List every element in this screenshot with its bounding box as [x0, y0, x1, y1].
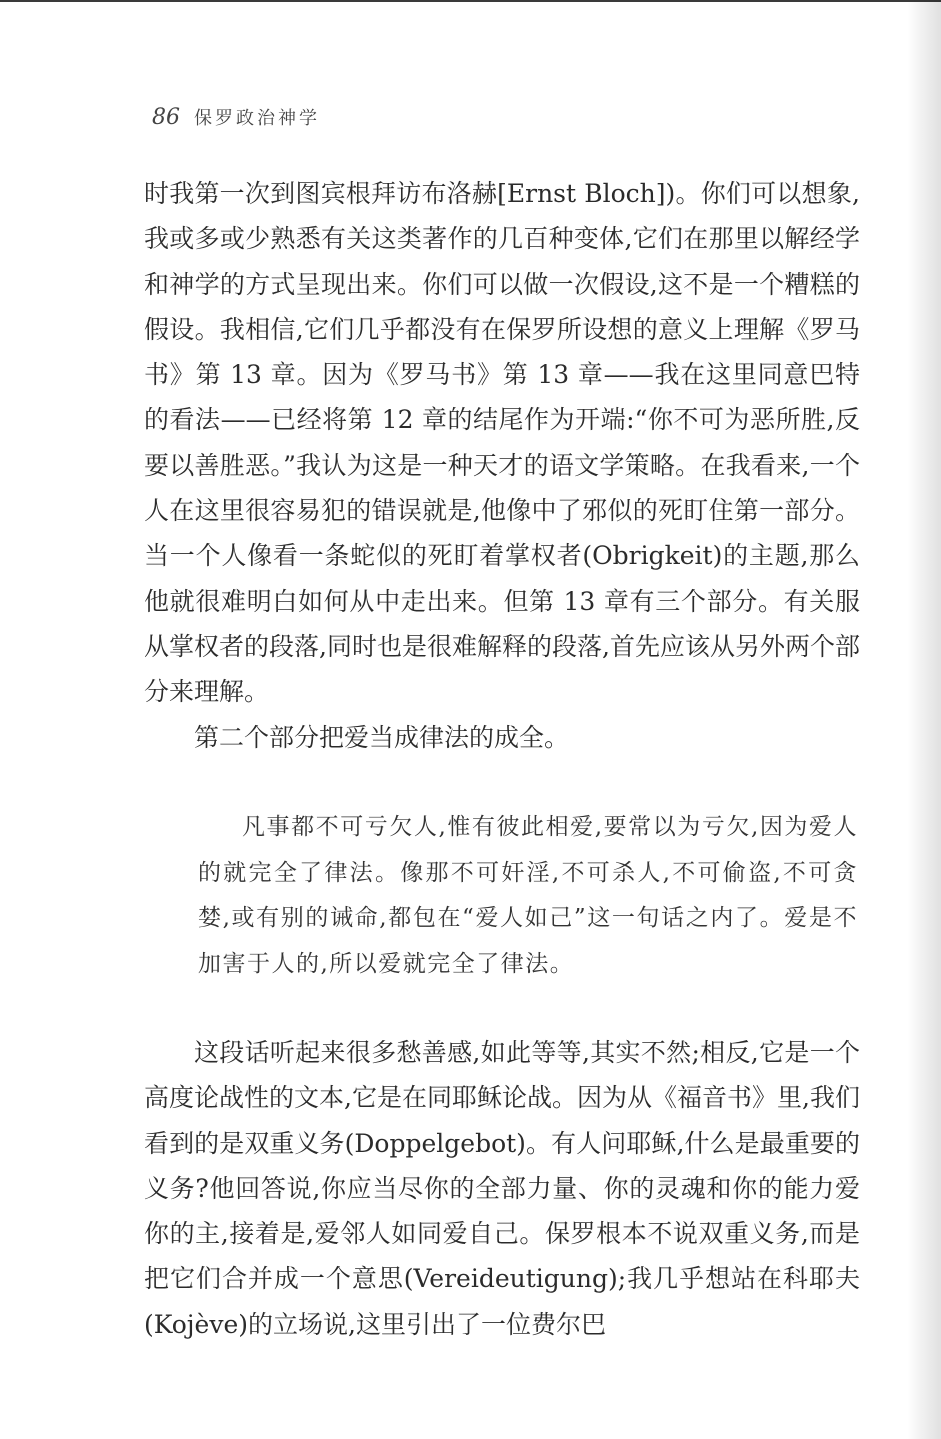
page-edge-shadow	[907, 0, 941, 1439]
paragraph-2: 第二个部分把爱当成律法的成全。	[194, 723, 570, 752]
top-border-line	[0, 0, 941, 2]
book-title: 保罗政治神学	[194, 108, 320, 129]
block-quote: 凡事都不可亏欠人,惟有彼此相爱,要常以为亏欠,因为爱人的就完全了律法。像那不可奸淫,不可杀人,不可偷盗,不可贪婪,或有别的诫命,都包在“爱人如己”这一句话之内了。爱是不加害于人的,所以爱就完全了律法。	[198, 814, 858, 977]
paragraph-3: 这段话听起来很多愁善感,如此等等,其实不然;相反,它是一个高度论战性的文本,它是在同耶稣论战。因为从《福音书》里,我们看到的是双重义务(Doppelgebot)。有人问耶稣,什么是最重要的义务?他回答说,你应当尽你的全部力量、你的灵魂和你的能力爱你的主,接着是,爱邻人如同爱自己。保罗根本不说双重义务,而是把它们合并成一个意思(Vereideutigung);我几乎想站在科耶夫(Kojève)的立场说,这里引出了一位费尔巴	[144, 1038, 860, 1339]
paragraph-1: 时我第一次到图宾根拜访布洛赫[Ernst Bloch])。你们可以想象,我或多或少熟悉有关这类著作的几百种变体,它们在那里以解经学和神学的方式呈现出来。你们可以做一次假设,这不是一个糟糕的假设。我相信,它们几乎都没有在保罗所设想的意义上理解《罗马书》第 13 章。因为《罗马书》第 13 章——我在这里同意巴特的看法——已经将第 12 章的结尾作为开端:“你不可为恶所胜,反要以善胜恶。”我认为这是一种天才的语文学策略。在我看来,一个人在这里很容易犯的错误就是,他像中了邪似的死盯住第一部分。当一个人像看一条蛇似的死盯着掌权者(Obrigkeit)的主题,那么他就很难明白如何从中走出来。但第 13 章有三个部分。有关服从掌权者的段落,同时也是很难解释的段落,首先应该从另外两个部分来理解。	[144, 179, 860, 707]
running-head	[152, 104, 320, 134]
page-number: 86	[152, 105, 180, 130]
